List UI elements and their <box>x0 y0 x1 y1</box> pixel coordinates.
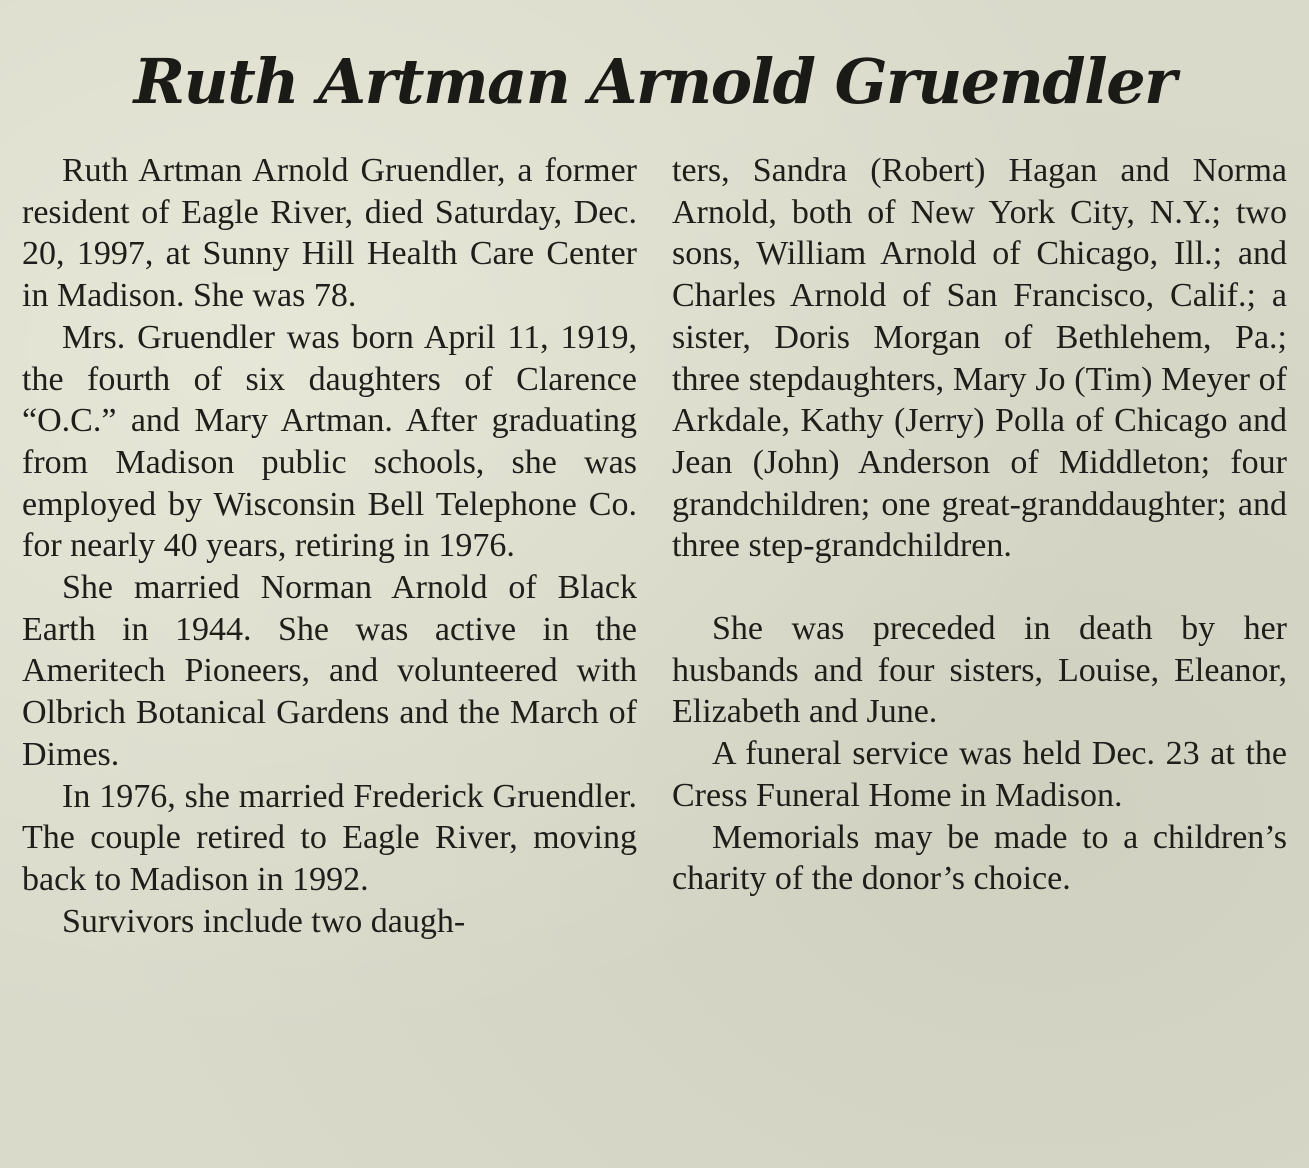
paragraph-survivors-continued: ters, Sandra (Robert) Hagan and Norma Arnold, both of New York City, N.Y.; two sons, William Arnold of Chicago, Ill.; and Charles Arnold of San Francisco, Calif.; a sister, Doris Morgan of Bethlehem, Pa.; three stepdaughters, Mary Jo (Tim) Meyer of Arkdale, Kathy (Jerry) Polla of Chicago and Jean (John) Anderson of Middleton; four grandchildren; one great-granddaughter; and three step-grandchildren. <box>672 152 1287 565</box>
paragraph-funeral-service: A funeral service was held Dec. 23 at the Cress Funeral Home in Madison. <box>672 735 1287 814</box>
paragraph-memorials: Memorials may be made to a children’s charity of the donor’s choice. <box>672 818 1287 898</box>
paragraph-second-marriage: In 1976, she married Frederick Gruendler. The couple retired to Eagle River, moving back to Madison in 1992. <box>22 777 637 898</box>
obituary-headline: Ruth Artman Arnold Gruendler <box>133 45 1176 118</box>
paragraph-survivors-start: Survivors include two daugh- <box>62 902 466 940</box>
paragraph-early-life: Mrs. Gruendler was born April 11, 1919, the fourth of six daughters of Clarence “O.C.” and Mary Artman. After graduating from Madison public schools, she was employed by Wisconsin Bell Telephone Co. for nearly 40 years, retiring in 1976. <box>22 318 637 565</box>
left-column <box>22 150 637 942</box>
paragraph-death-notice: Ruth Artman Arnold Gruendler, a former resident of Eagle River, died Saturday, Dec. 20, 1997, at Sunny Hill Health Care Center in Madison. She was 78. <box>22 152 637 315</box>
right-column <box>672 150 1287 900</box>
paragraph-first-marriage: She married Norman Arnold of Black Earth in 1944. She was active in the Ameritech Pioneers, and volunteered with Olbrich Botanical Gardens and the March of Dimes. <box>22 569 637 773</box>
paragraph-preceded-in-death: She was preceded in death by her husbands and four sisters, Louise, Eleanor, Elizabeth and June. <box>672 610 1287 731</box>
